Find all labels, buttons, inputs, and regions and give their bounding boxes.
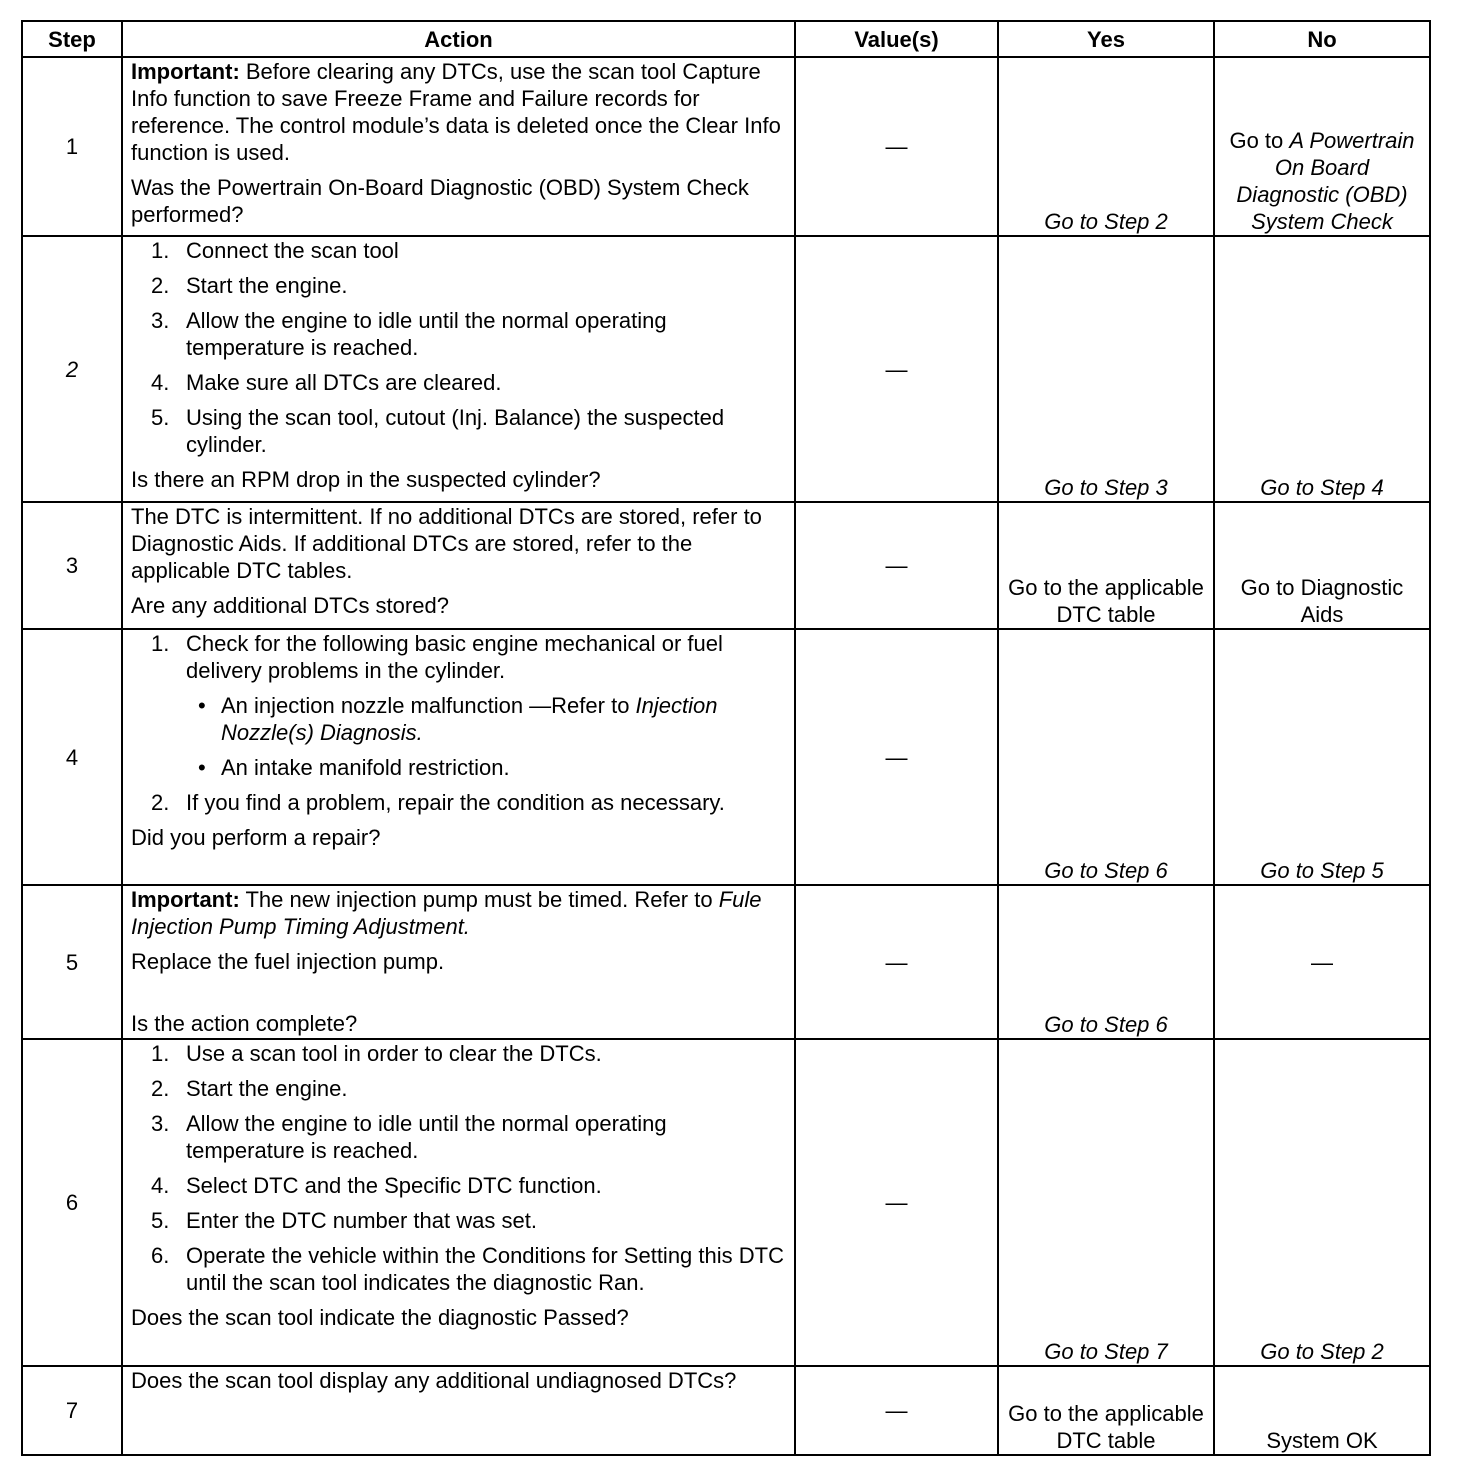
list-item: 3. Allow the engine to idle until the normal operating temperature is reached. (151, 1111, 667, 1163)
diagnostic-table (21, 20, 1431, 1456)
value-cell: — (795, 57, 998, 236)
action-cell (122, 1366, 795, 1455)
step-number: 6 (22, 1039, 122, 1366)
list-item: 6. Operate the vehicle within the Conditions for Setting this DTC until the scan tool indicates the diagnostic Ran. (151, 1243, 784, 1295)
table-row (22, 1039, 1430, 1366)
yes-link[interactable]: Go to Step 3 (998, 236, 1214, 502)
important-label: Important: (131, 887, 240, 912)
step-number: 7 (22, 1366, 122, 1455)
action-cell (122, 629, 795, 885)
header-step: Step (22, 21, 122, 57)
important-note: Important: The new injection pump must be timed. Refer to Fule Injection Pump Timing Adjustment. (131, 887, 762, 939)
important-note (131, 58, 786, 166)
bullet-icon: • (198, 693, 206, 718)
no-link[interactable]: Go to Diagnostic Aids (1214, 502, 1430, 629)
no-prefix: Go to (1229, 128, 1290, 153)
table-row (22, 1366, 1430, 1455)
list-item: 4. Make sure all DTCs are cleared. (151, 370, 502, 395)
bullet-icon: • (198, 755, 206, 780)
procedure-list (131, 1040, 786, 1296)
list-item: 1. Connect the scan tool (151, 238, 399, 263)
important-label: Important: (131, 59, 240, 84)
table-row (22, 236, 1430, 502)
action-text: The DTC is intermittent. If no additional DTCs are stored, refer to Diagnostic Aids. If additional DTCs are stored, refer to the applicable DTC tables. (131, 504, 762, 583)
action-cell (122, 885, 795, 1039)
question: Is the action complete? (131, 1011, 358, 1036)
list-item: 2. Start the engine. (151, 273, 348, 298)
yes-link[interactable]: Go to Step 2 (998, 57, 1214, 236)
bullet-item: • An intake manifold restriction. (198, 755, 510, 780)
step-number: 2 (22, 236, 122, 502)
question: Is there an RPM drop in the suspected cylinder? (131, 467, 601, 492)
action-cell (122, 502, 795, 629)
action-text: Replace the fuel injection pump. (131, 949, 445, 974)
no-result: System OK (1214, 1366, 1430, 1455)
no-link[interactable]: Go to Step 2 (1214, 1039, 1430, 1366)
value-cell: — (795, 236, 998, 502)
table-row (22, 885, 1430, 1039)
list-item: 4. Select DTC and the Specific DTC function. (151, 1173, 602, 1198)
value-cell: — (795, 885, 998, 1039)
list-item: 5. Enter the DTC number that was set. (151, 1208, 537, 1233)
procedure-list (131, 237, 786, 458)
question: Does the scan tool display any additional undiagnosed DTCs? (131, 1368, 737, 1393)
question: Did you perform a repair? (131, 825, 381, 850)
important-text: Before clearing any DTCs, use the scan tool Capture Info function to save Freeze Frame and Failure records for reference. The control module’s data is deleted once the Clear Info function is used. (131, 59, 781, 165)
list-item: 2. Start the engine. (151, 1076, 348, 1101)
header-yes: Yes (998, 21, 1214, 57)
sub-list (186, 692, 786, 781)
list-item: 1. Use a scan tool in order to clear the DTCs. (151, 1041, 602, 1066)
table-row (22, 57, 1430, 236)
value-cell: — (795, 1366, 998, 1455)
step-number: 5 (22, 885, 122, 1039)
value-cell: — (795, 502, 998, 629)
list-item: 5. Using the scan tool, cutout (Inj. Balance) the suspected cylinder. (151, 405, 725, 457)
yes-link[interactable]: Go to Step 7 (998, 1039, 1214, 1366)
question: Was the Powertrain On-Board Diagnostic (OBD) System Check performed? (131, 175, 749, 227)
question: Are any additional DTCs stored? (131, 593, 449, 618)
yes-link[interactable]: Go to the applicable DTC table (998, 1366, 1214, 1455)
header-values: Value(s) (795, 21, 998, 57)
action-cell (122, 57, 795, 236)
header-row (22, 21, 1430, 57)
no-cell: — (1214, 885, 1430, 1039)
procedure-list (131, 630, 786, 816)
table-row (22, 629, 1430, 885)
list-item: 3. Allow the engine to idle until the normal operating temperature is reached. (151, 308, 667, 360)
header-no: No (1214, 21, 1430, 57)
header-action: Action (122, 21, 795, 57)
reference-link[interactable]: Injection Nozzle(s) Diagnosis. (221, 693, 718, 745)
value-cell: — (795, 629, 998, 885)
action-cell (122, 236, 795, 502)
no-link[interactable]: Go to Step 5 (1214, 629, 1430, 885)
step-number: 3 (22, 502, 122, 629)
step-number: 4 (22, 629, 122, 885)
value-cell: — (795, 1039, 998, 1366)
bullet-item: • An injection nozzle malfunction —Refer to Injection Nozzle(s) Diagnosis. (198, 693, 718, 745)
no-cell (1214, 57, 1430, 236)
step-number: 1 (22, 57, 122, 236)
list-item: 1. Check for the following basic engine mechanical or fuel delivery problems in the cylinder. • An injection nozzle malfunction —Refer to Injection Nozzle(s) Diagnosis. • An intake manifold restriction. (131, 630, 786, 781)
yes-link[interactable]: Go to the applicable DTC table (998, 502, 1214, 629)
yes-link[interactable]: Go to Step 6 (998, 629, 1214, 885)
no-link[interactable]: Go to Step 4 (1214, 236, 1430, 502)
reference-link[interactable]: Fule Injection Pump Timing Adjustment. (131, 887, 762, 939)
action-cell (122, 1039, 795, 1366)
question: Does the scan tool indicate the diagnostic Passed? (131, 1305, 629, 1330)
no-link[interactable]: A Powertrain On Board Diagnostic (OBD) System Check (1236, 128, 1415, 234)
list-item: 2. If you find a problem, repair the condition as necessary. (151, 790, 725, 815)
table-row (22, 502, 1430, 629)
yes-link[interactable]: Go to Step 6 (998, 885, 1214, 1039)
